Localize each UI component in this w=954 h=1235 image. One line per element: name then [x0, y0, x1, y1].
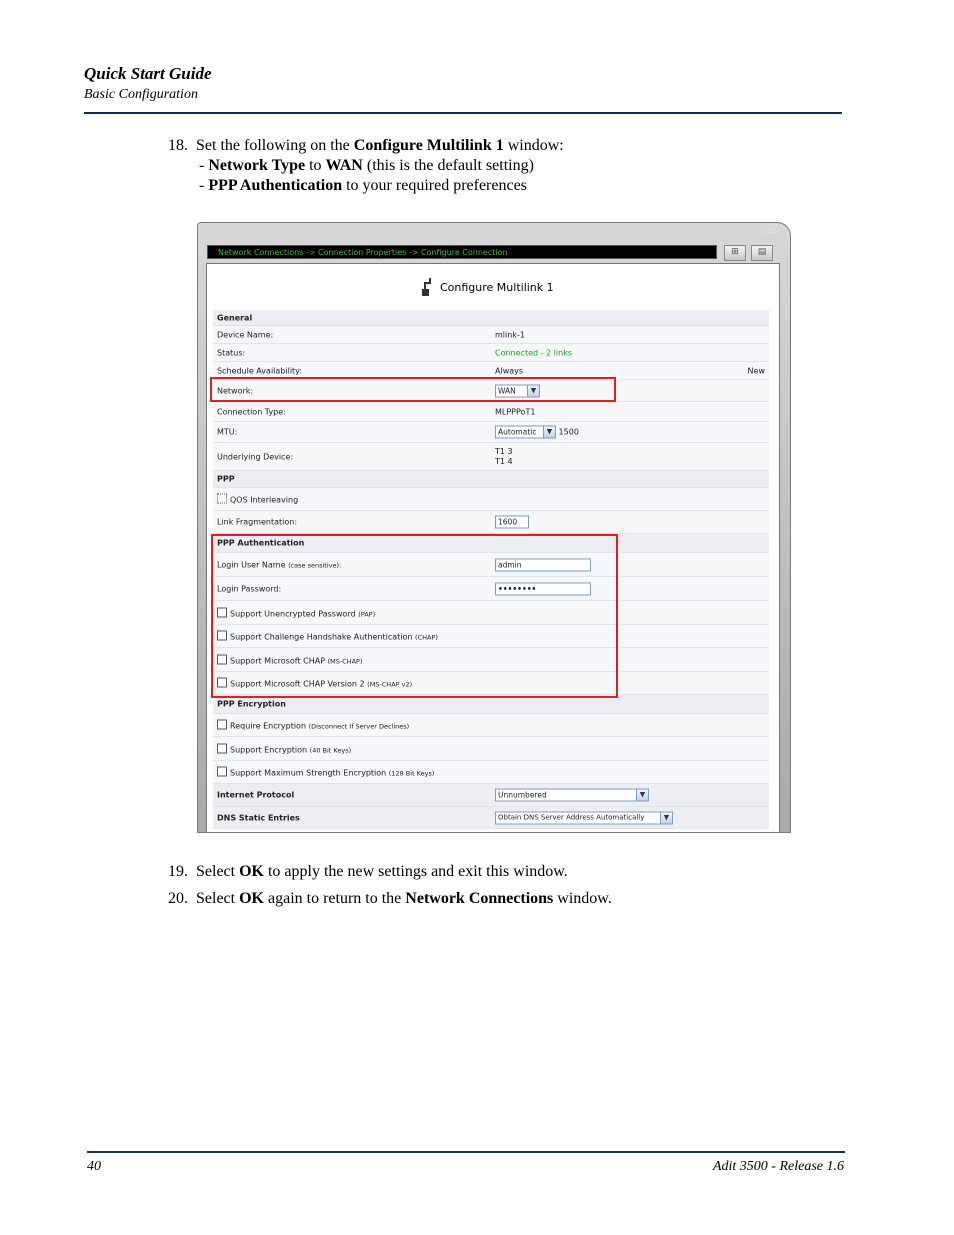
section-ppp-authentication: PPP Authentication: [213, 534, 769, 553]
chevron-down-icon: ▼: [660, 812, 672, 823]
list-view-button[interactable]: ▤: [751, 245, 773, 261]
chevron-down-icon: ▼: [636, 790, 648, 801]
row-mschap-v2: Support Microsoft CHAP Version 2 (MS-CHAP v2): [213, 672, 769, 695]
chevron-down-icon: ▼: [527, 385, 539, 396]
row-device-name: Device Name: mlink-1: [213, 326, 769, 344]
configure-multilink-window: [197, 222, 791, 833]
qos-checkbox[interactable]: [217, 494, 227, 504]
row-mtu: MTU: Automatic ▼ 1500: [213, 422, 769, 443]
section-general: General: [213, 310, 769, 326]
row-require-encryption: Require Encryption (Disconnect If Server Declines): [213, 714, 769, 737]
window-grips: ::::::: [755, 226, 778, 235]
internet-protocol-select[interactable]: Unnumbered ▼: [495, 789, 649, 802]
header-rule: [84, 112, 842, 114]
section-ppp: PPP: [213, 471, 769, 488]
row-support-encryption: Support Encryption (40 Bit Keys): [213, 737, 769, 761]
login-password-input[interactable]: ••••••••: [495, 582, 591, 595]
section-ppp-encryption: PPP Encryption: [213, 695, 769, 714]
login-user-input[interactable]: admin: [495, 558, 591, 571]
address-bar: Network Connections -> Connection Properties -> Configure Connection: [207, 245, 717, 259]
require-encryption-checkbox[interactable]: [217, 720, 227, 730]
chevron-down-icon: ▼: [543, 427, 555, 438]
header-title: Quick Start Guide: [84, 64, 212, 83]
page-number: 40: [87, 1159, 101, 1174]
footer-rule: [87, 1151, 845, 1153]
header-subtitle: Basic Configuration: [84, 87, 198, 102]
support-encryption-checkbox[interactable]: [217, 743, 227, 753]
row-pap: Support Unencrypted Password (PAP): [213, 601, 769, 625]
step-20: 20. Select OK again to return to the Network Connections window.: [168, 890, 612, 907]
step-18-network-type: - Network Type to WAN (this is the default setting): [199, 157, 534, 174]
step-18: 18. Set the following on the Configure Multilink 1 window:: [168, 137, 564, 154]
multilink-icon: [419, 277, 435, 297]
max-encryption-checkbox[interactable]: [217, 767, 227, 777]
row-dns-static-entries: DNS Static Entries Obtain DNS Server Address Automatically ▼: [213, 807, 769, 829]
dns-select[interactable]: Obtain DNS Server Address Automatically ▼: [495, 811, 673, 824]
row-chap: Support Challenge Handshake Authentication (CHAP): [213, 625, 769, 648]
link-fragmentation-input[interactable]: 1600: [495, 516, 529, 529]
row-mschap: Support Microsoft CHAP (MS-CHAP): [213, 648, 769, 672]
row-link-fragmentation: Link Fragmentation: 1600: [213, 511, 769, 534]
network-map-button[interactable]: ⊞: [724, 245, 746, 261]
row-underlying-device: Underlying Device: T1 3 T1 4: [213, 443, 769, 471]
network-select[interactable]: WAN ▼: [495, 384, 540, 397]
row-login-user: Login User Name (case sensitive): admin: [213, 553, 769, 577]
ppp-auth-highlight-box: [211, 534, 618, 698]
page-title: Configure Multilink 1: [440, 281, 554, 294]
row-connection-type: Connection Type: MLPPPoT1: [213, 402, 769, 422]
schedule-new-link[interactable]: New: [747, 366, 765, 375]
row-qos: QOS Interleaving: [213, 488, 769, 511]
row-schedule: Schedule Availability: Always New: [213, 362, 769, 380]
row-status: Status: Connected - 2 links: [213, 344, 769, 362]
mtu-select[interactable]: Automatic ▼: [495, 426, 556, 439]
step-19: 19. Select OK to apply the new settings and exit this window.: [168, 863, 568, 880]
network-highlight-box: [210, 377, 616, 402]
row-internet-protocol: Internet Protocol Unnumbered ▼: [213, 784, 769, 807]
footer-product: Adit 3500 - Release 1.6: [712, 1159, 844, 1174]
row-network: Network: WAN ▼: [213, 380, 769, 402]
row-login-password: Login Password: ••••••••: [213, 577, 769, 601]
step-18-ppp-auth: - PPP Authentication to your required preferences: [199, 177, 527, 194]
row-max-encryption: Support Maximum Strength Encryption (128 Bit Keys): [213, 761, 769, 784]
